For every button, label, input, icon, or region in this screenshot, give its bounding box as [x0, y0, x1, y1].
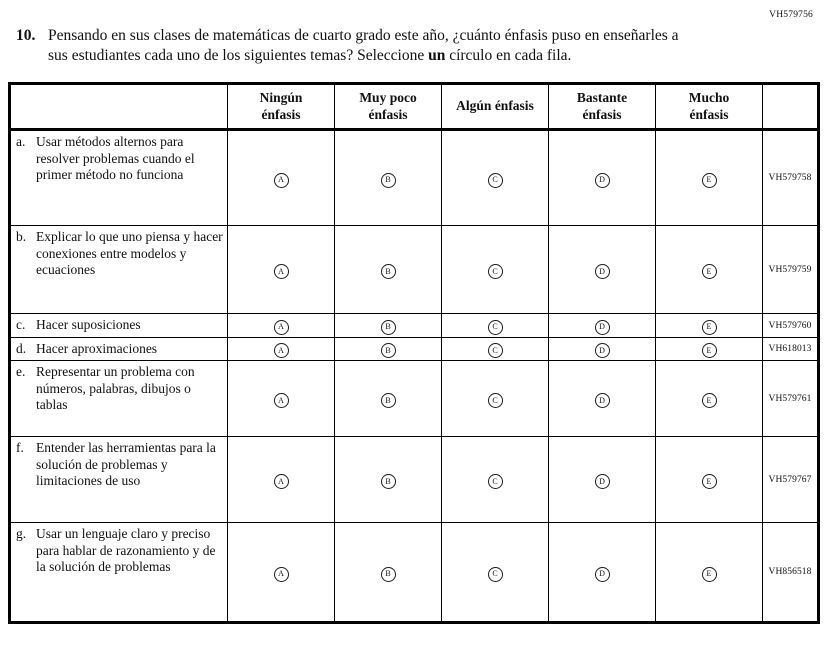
option-cell-a	[228, 226, 335, 314]
table-header	[10, 84, 819, 130]
answer-circle-c[interactable]: C	[488, 343, 503, 358]
row-label-cell	[10, 314, 228, 338]
row-label-text: Representar un problema con números, palabras, dibujos o tablas	[36, 364, 195, 413]
table-row	[10, 314, 819, 338]
table-row	[10, 130, 819, 226]
header-row	[10, 84, 819, 130]
row-code: VH579761	[763, 361, 819, 437]
table-row	[10, 523, 819, 623]
answer-circle-b[interactable]: B	[381, 567, 396, 582]
answer-circle-b[interactable]: B	[381, 173, 396, 188]
answer-circle-e[interactable]: E	[702, 567, 717, 582]
answer-circle-a[interactable]: A	[274, 567, 289, 582]
row-letter: g.	[16, 526, 27, 542]
question-text	[48, 26, 696, 66]
answer-circle-a[interactable]: A	[274, 474, 289, 489]
answer-circle-d[interactable]: D	[595, 343, 610, 358]
option-cell-b	[335, 226, 442, 314]
answer-circle-c[interactable]: C	[488, 320, 503, 335]
option-cell-d	[549, 437, 656, 523]
option-cell-d	[549, 337, 656, 361]
header-code-cell	[763, 84, 819, 130]
option-cell-e	[656, 437, 763, 523]
row-code: VH579767	[763, 437, 819, 523]
answer-circle-d[interactable]: D	[595, 264, 610, 279]
option-cell-e	[656, 523, 763, 623]
answer-circle-a[interactable]: A	[274, 264, 289, 279]
answer-circle-d[interactable]: D	[595, 393, 610, 408]
row-label-text: Hacer aproximaciones	[36, 340, 158, 356]
option-cell-d	[549, 361, 656, 437]
row-label-text: Hacer suposiciones	[36, 317, 141, 333]
row-label-cell	[10, 130, 228, 226]
answer-circle-c[interactable]: C	[488, 264, 503, 279]
row-letter: e.	[16, 364, 26, 380]
answer-circle-d[interactable]: D	[595, 567, 610, 582]
header-algun-enfasis: Algún énfasis	[442, 84, 549, 130]
row-label-cell	[10, 523, 228, 623]
answer-circle-b[interactable]: B	[381, 343, 396, 358]
answer-circle-d[interactable]: D	[595, 320, 610, 335]
option-cell-b	[335, 361, 442, 437]
option-cell-a	[228, 314, 335, 338]
option-cell-a	[228, 437, 335, 523]
answer-circle-d[interactable]: D	[595, 474, 610, 489]
table-row	[10, 437, 819, 523]
answer-circle-c[interactable]: C	[488, 173, 503, 188]
option-cell-a	[228, 523, 335, 623]
header-bastante-enfasis: Bastante énfasis	[549, 84, 656, 130]
option-cell-b	[335, 337, 442, 361]
row-letter: d.	[16, 340, 27, 356]
table-row	[10, 337, 819, 361]
answer-circle-a[interactable]: A	[274, 173, 289, 188]
option-cell-d	[549, 523, 656, 623]
option-cell-b	[335, 523, 442, 623]
option-cell-d	[549, 130, 656, 226]
answer-circle-e[interactable]: E	[702, 393, 717, 408]
option-cell-b	[335, 437, 442, 523]
answer-circle-d[interactable]: D	[595, 173, 610, 188]
answer-circle-b[interactable]: B	[381, 264, 396, 279]
answer-circle-b[interactable]: B	[381, 393, 396, 408]
row-letter: c.	[16, 317, 26, 333]
option-cell-a	[228, 337, 335, 361]
row-code: VH618013	[763, 337, 819, 361]
option-cell-c	[442, 523, 549, 623]
page-code: VH579756	[769, 10, 813, 20]
answer-circle-e[interactable]: E	[702, 320, 717, 335]
option-cell-c	[442, 226, 549, 314]
question-text-bold: un	[428, 47, 446, 65]
answer-circle-b[interactable]: B	[381, 474, 396, 489]
survey-table	[8, 82, 820, 624]
row-code: VH579758	[763, 130, 819, 226]
option-cell-d	[549, 314, 656, 338]
corner-cell	[10, 84, 228, 130]
answer-circle-c[interactable]: C	[488, 567, 503, 582]
answer-circle-e[interactable]: E	[702, 264, 717, 279]
table-row	[10, 361, 819, 437]
header-mucho-enfasis: Mucho énfasis	[656, 84, 763, 130]
question	[0, 0, 827, 66]
table-row	[10, 226, 819, 314]
question-text-before: Pensando en sus clases de matemáticas de cuarto grado este año, ¿cuánto énfasis puso en enseñarles a sus estudiantes cada uno de los siguientes temas? Seleccione	[48, 27, 679, 65]
answer-circle-b[interactable]: B	[381, 320, 396, 335]
option-cell-a	[228, 130, 335, 226]
option-cell-b	[335, 314, 442, 338]
option-cell-d	[549, 226, 656, 314]
option-cell-b	[335, 130, 442, 226]
row-label-cell	[10, 226, 228, 314]
row-code: VH579759	[763, 226, 819, 314]
row-letter: f.	[16, 440, 24, 456]
option-cell-a	[228, 361, 335, 437]
row-letter: a.	[16, 134, 26, 150]
answer-circle-e[interactable]: E	[702, 474, 717, 489]
option-cell-e	[656, 226, 763, 314]
row-code: VH856518	[763, 523, 819, 623]
answer-circle-a[interactable]: A	[274, 393, 289, 408]
option-cell-e	[656, 130, 763, 226]
answer-circle-a[interactable]: A	[274, 343, 289, 358]
row-label-text: Entender las herramientas para la solución de problemas y limitaciones de uso	[36, 440, 216, 489]
answer-circle-e[interactable]: E	[702, 343, 717, 358]
table-body	[10, 130, 819, 623]
option-cell-c	[442, 314, 549, 338]
row-letter: b.	[16, 229, 27, 245]
answer-circle-e[interactable]: E	[702, 173, 717, 188]
option-cell-e	[656, 361, 763, 437]
header-ningun-enfasis: Ningún énfasis	[228, 84, 335, 130]
option-cell-c	[442, 361, 549, 437]
row-label-text: Usar métodos alternos para resolver problemas cuando el primer método no funciona	[36, 134, 195, 183]
option-cell-c	[442, 130, 549, 226]
answer-circle-c[interactable]: C	[488, 474, 503, 489]
option-cell-e	[656, 337, 763, 361]
question-number: 10.	[16, 27, 36, 44]
row-label-cell	[10, 337, 228, 361]
answer-circle-a[interactable]: A	[274, 320, 289, 335]
row-label-cell	[10, 361, 228, 437]
option-cell-c	[442, 337, 549, 361]
header-muy-poco-enfasis: Muy poco énfasis	[335, 84, 442, 130]
question-text-after: círculo en cada fila.	[445, 47, 572, 65]
row-label-text: Explicar lo que uno piensa y hacer conexiones entre modelos y ecuaciones	[36, 229, 223, 278]
option-cell-e	[656, 314, 763, 338]
option-cell-c	[442, 437, 549, 523]
row-label-text: Usar un lenguaje claro y preciso para hablar de razonamiento y de la solución de problemas	[36, 526, 216, 575]
row-label-cell	[10, 437, 228, 523]
row-code: VH579760	[763, 314, 819, 338]
answer-circle-c[interactable]: C	[488, 393, 503, 408]
